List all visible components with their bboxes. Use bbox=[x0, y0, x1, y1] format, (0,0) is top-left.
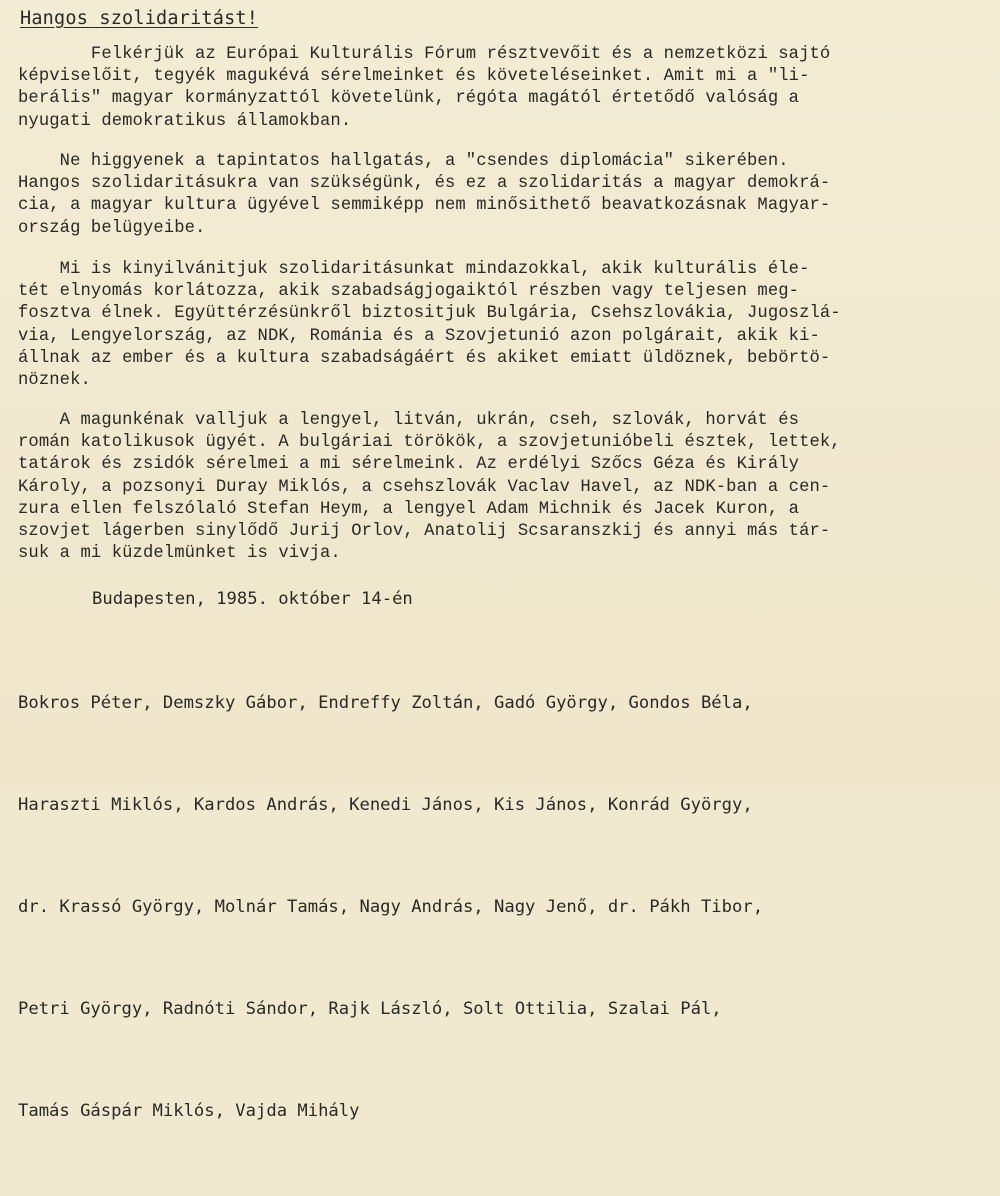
signatory-line: Haraszti Miklós, Kardos András, Kenedi János, Kis János, Konrád György, bbox=[18, 795, 753, 815]
paragraph-1: Felkérjük az Európai Kulturális Fórum résztvevőit és a nemzetközi sajtó képviselőit, tegyék magukévá sérelmeinket és követeléseinket. Amit mi a "li- berális" magyar kormányzattól követelünk, régóta magától értetődő valóság a nyugati demokratikus államokban. bbox=[18, 45, 831, 131]
document-title: Hangos szolidaritást! bbox=[20, 8, 259, 29]
dateline: Budapesten, 1985. október 14-én bbox=[92, 589, 413, 609]
paragraph-2: Ne higgyenek a tapintatos hallgatás, a "csendes diplomácia" sikerében. Hangos szolidaritásukra van szükségünk, és ez a szolidaritás a magyar demokrá- cia, a magyar kultura ügyével semmiképp nem minősithető beavatkozásnak Magyar- ország belügyeibe. bbox=[18, 152, 831, 238]
signatory-line: Petri György, Radnóti Sándor, Rajk László, Solt Ottilia, Szalai Pál, bbox=[18, 999, 722, 1019]
signatories-block bbox=[18, 618, 990, 1196]
signatory-line: dr. Krassó György, Molnár Tamás, Nagy András, Nagy Jenő, dr. Pákh Tibor, bbox=[18, 897, 764, 917]
paragraph-3: Mi is kinyilvánitjuk szolidaritásunkat mindazokkal, akik kulturális éle- tét elnyomás korlátozza, akik szabadságjogaiktól részben vagy teljesen meg- fosztva élnek. Együttérzésünkről biztositjuk Bulgária, Csehszlovákia, Jugoszlá- via, Lengyelország, az NDK, Románia és a Szovjetunió azon polgárait, akik ki- állnak az ember és a kultura szabadságáért és akiket emiatt üldöznek, bebörtö- nöznek. bbox=[18, 260, 841, 391]
signatory-line: Tamás Gáspár Miklós, Vajda Mihály bbox=[18, 1101, 360, 1121]
paragraph-4: A magunkénak valljuk a lengyel, litván, ukrán, cseh, szlovák, horvát és román katolikusok ügyét. A bulgáriai törökök, a szovjetunióbeli észtek, lettek, tatárok és zsidók sérelmei a mi sérelmeink. Az erdélyi Szőcs Géza és Király Károly, a pozsonyi Duray Miklós, a csehszlovák Vaclav Havel, az NDK-ban a cen- zura ellen felszólaló Stefan Heym, a lengyel Adam Michnik és Jacek Kuron, a szovjet lágerben sinylődő Jurij Orlov, Anatolij Scsaranszkij és annyi más tár- suk a mi küzdelmünket is vivja. bbox=[18, 411, 841, 564]
signatory-line: Bokros Péter, Demszky Gábor, Endreffy Zoltán, Gadó György, Gondos Béla, bbox=[18, 693, 753, 713]
